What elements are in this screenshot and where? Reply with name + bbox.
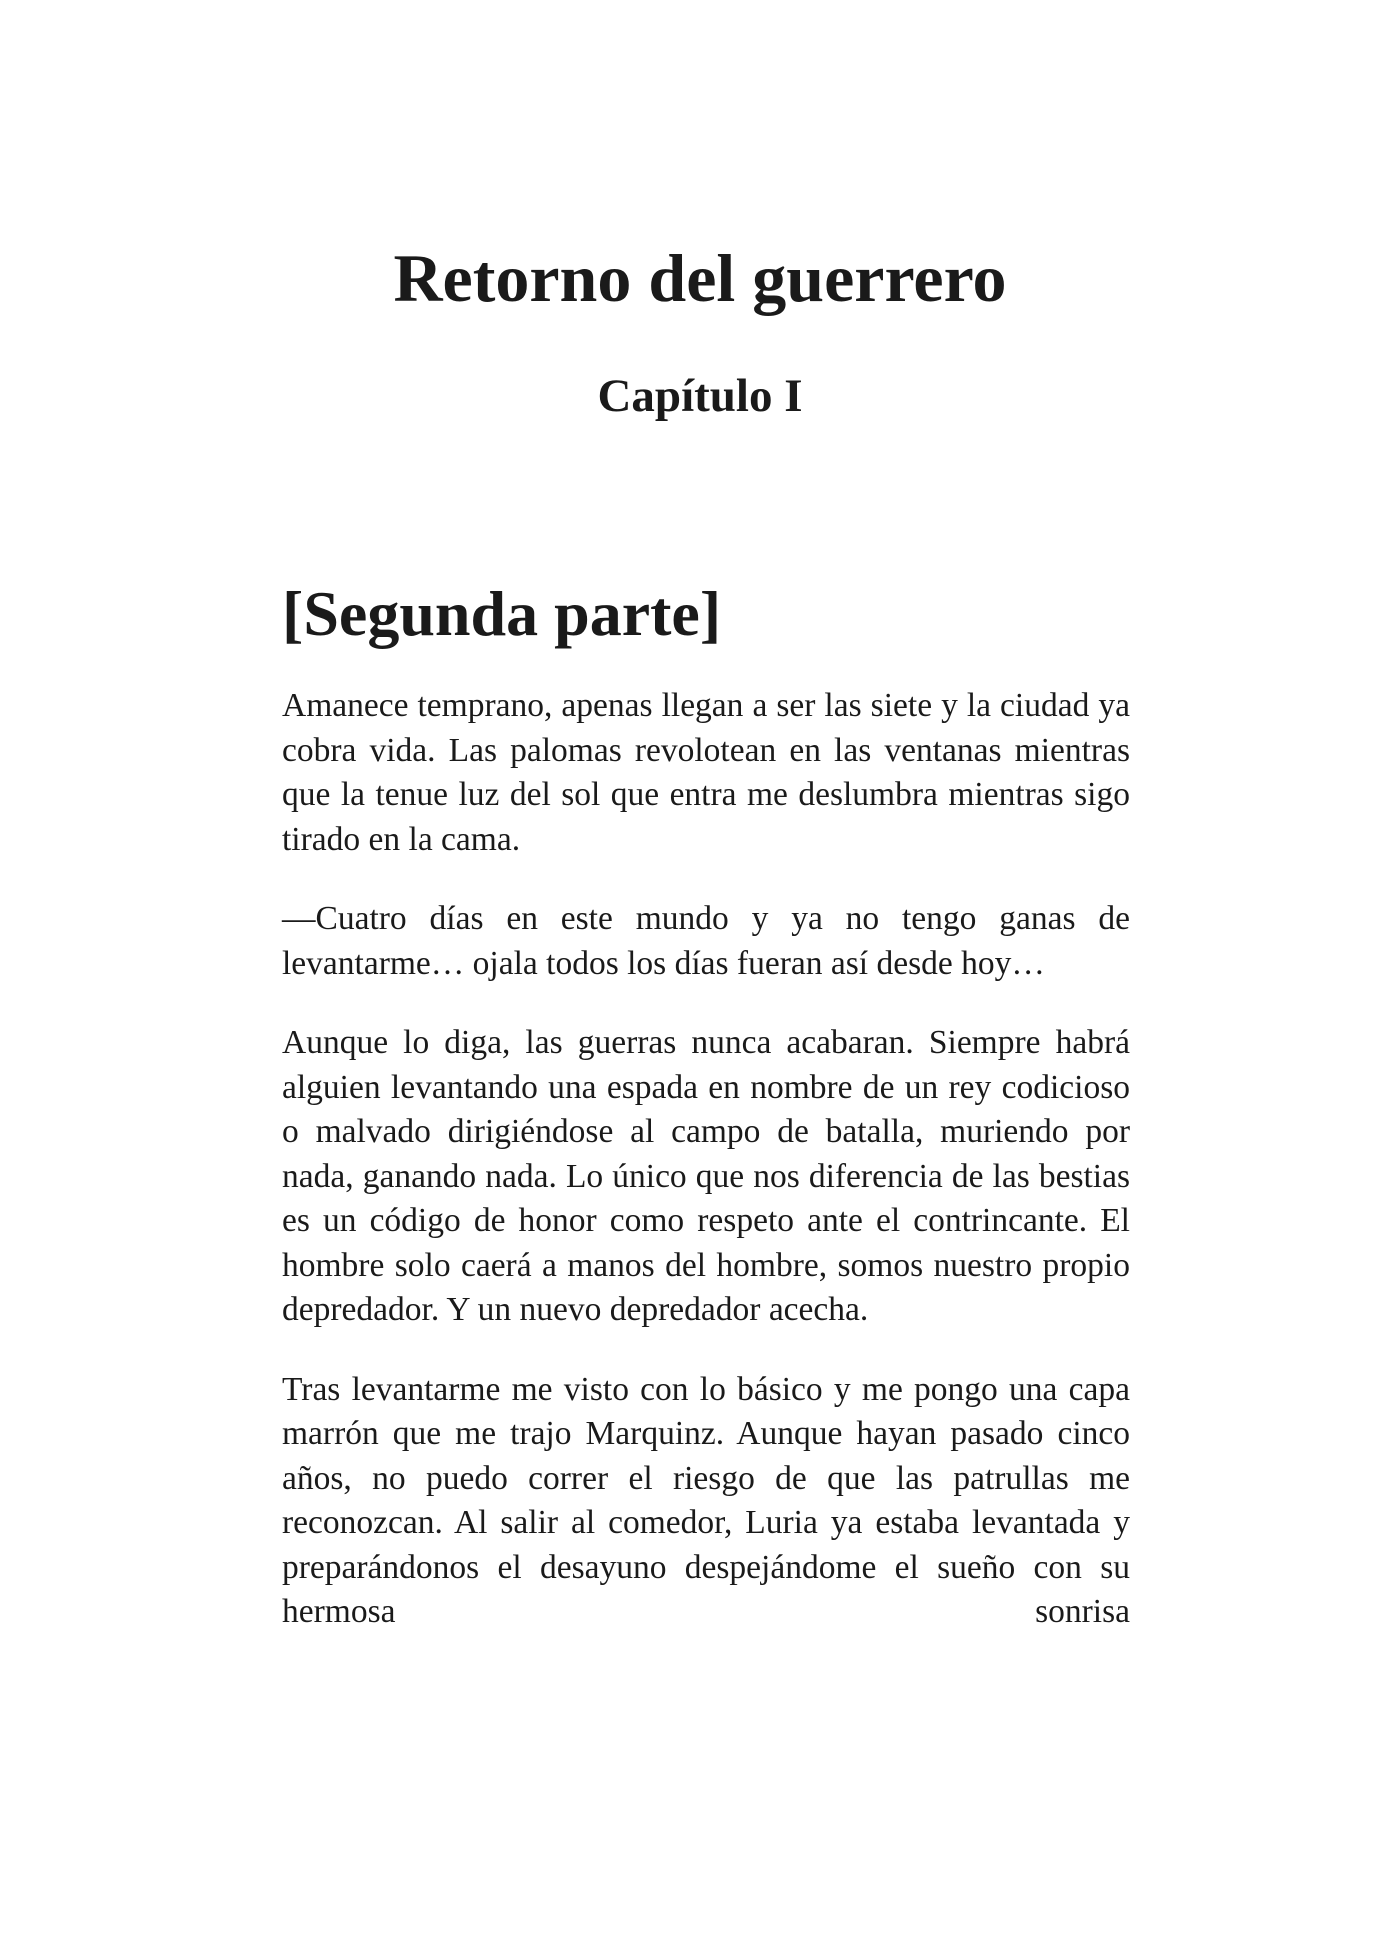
paragraph: —Cuatro días en este mundo y ya no tengo ganas de levantarme… ojala todos los días fueran así desde hoy… — [282, 900, 1130, 982]
paragraph: Tras levantarme me visto con lo básico y me pongo una capa marrón que me trajo Marquinz. Aunque hayan pasado cinco años, no puedo correr el riesgo de que las patrullas me reconozcan. Al salir al comedor, Luria ya estaba levantada y preparándonos el desayuno despejándome el sueño con su hermosa sonrisa — [282, 1370, 1130, 1630]
paragraph: Aunque lo diga, las guerras nunca acabaran. Siempre habrá alguien levantando una espada en nombre de un rey codicioso o malvado dirigiéndose al campo de batalla, muriendo por nada, ganando nada. Lo único que nos diferencia de las bestias es un código de honor como respeto ante el contrincante. El hombre solo caerá a manos del hombre, somos nuestro propio depredador. Y un nuevo depredador acecha. — [282, 1024, 1130, 1328]
section-heading: [Segunda parte] — [282, 578, 722, 649]
body-text — [282, 684, 1130, 1635]
book-title: Retorno del guerrero — [393, 240, 1007, 316]
chapter-title: Capítulo I — [597, 370, 803, 422]
paragraph: Amanece temprano, apenas llegan a ser las siete y la ciudad ya cobra vida. Las palomas revolotean en las ventanas mientras que la tenue luz del sol que entra me deslumbra mientras sigo tirado en la cama. — [282, 687, 1130, 858]
